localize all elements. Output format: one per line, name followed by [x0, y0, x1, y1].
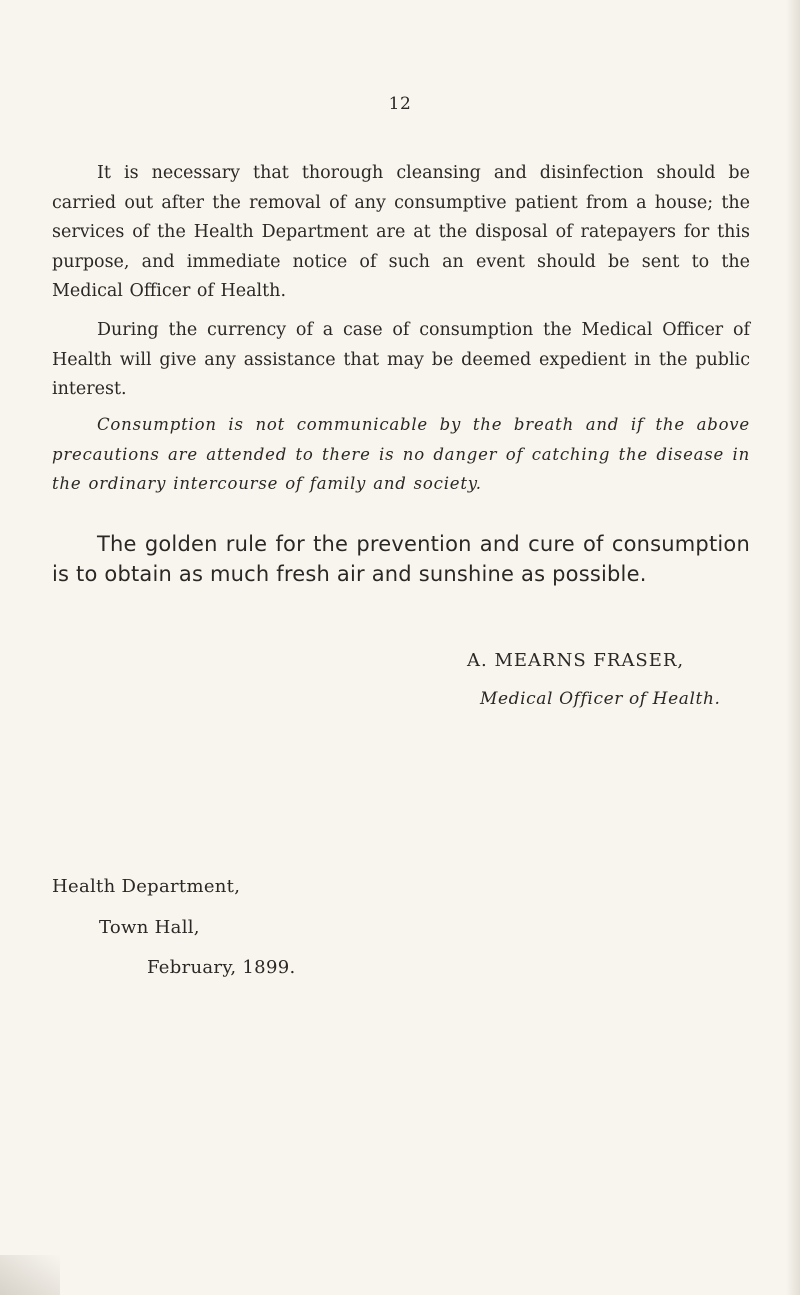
address-line-town-hall: Town Hall,	[99, 917, 200, 938]
signature-name: A. MEARNS FRASER,	[467, 650, 685, 671]
paragraph-text: Consumption is not communicable by the breath and if the above precautions are attended to there is no danger of catching the disease in the ordinary intercourse of family and society.	[52, 415, 750, 493]
paragraph-not-communicable	[52, 410, 750, 499]
signature-title: Medical Officer of Health.	[480, 689, 721, 709]
paragraph-disinfection	[52, 159, 750, 307]
page-edge-shadow	[786, 0, 800, 1295]
paragraph-text: During the currency of a case of consumption the Medical Officer of Health will give any assistance that may be deemed expedient in the public interest.	[52, 320, 750, 399]
paragraph-text: It is necessary that thorough cleansing and disinfection should be carried out after the removal of any consumptive patient from a house; the services of the Health Department are at the disposal of ratepayers for this purpose, and immediate notice of such an event should be sent to the Medical Officer of Health.	[52, 163, 750, 301]
address-line-department: Health Department,	[52, 876, 241, 897]
page-corner-shadow	[0, 1255, 60, 1295]
page-number: 12	[388, 94, 412, 114]
golden-rule-text: The golden rule for the prevention and cure of consumption is to obtain as much fresh air and sunshine as possible.	[52, 532, 750, 586]
address-line-date: February, 1899.	[147, 957, 296, 978]
golden-rule-paragraph	[52, 529, 750, 589]
paragraph-assistance	[52, 316, 750, 405]
